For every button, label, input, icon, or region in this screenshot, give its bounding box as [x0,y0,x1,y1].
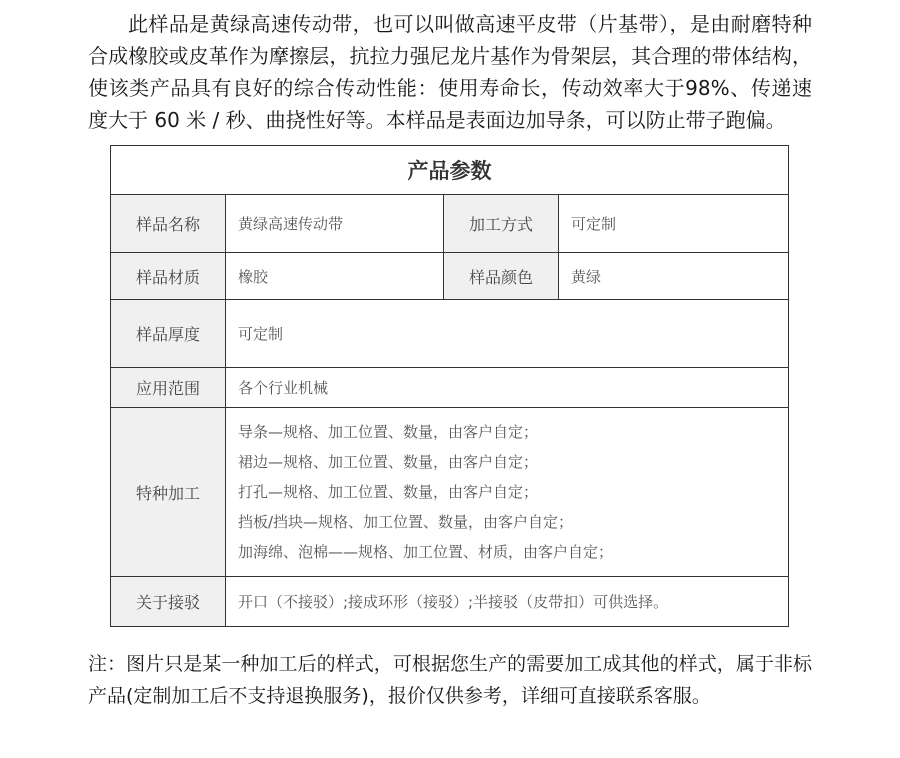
product-parameters-table [110,145,789,627]
param-value-splicing: 开口（不接驳）;接成环形（接驳）;半接驳（皮带扣）可供选择。 [226,577,789,627]
note-paragraph: 注：图片只是某一种加工后的样式，可根据您生产的需要加工成其他的样式，属于非标产品(定制加工后不支持退换服务)，报价仅供参考，详细可直接联系客服。 [88,653,812,707]
param-label-sample-name: 样品名称 [111,195,226,253]
param-label-sample-thickness: 样品厚度 [111,300,226,368]
param-label-sample-material: 样品材质 [111,253,226,300]
param-value-processing-method: 可定制 [559,195,789,253]
table-row [111,195,789,253]
param-label-splicing: 关于接驳 [111,577,226,627]
intro-paragraph: 此样品是黄绿高速传动带，也可以叫做高速平皮带（片基带），是由耐磨特种合成橡胶或皮革作为摩擦层，抗拉力强尼龙片基作为骨架层，其合理的带体结构，使该类产品具有良好的综合传动性能：使用寿命长，传动效率大于98%、传递速度大于 60 米 / 秒、曲挠性好等。本样品是表面边加导条，可以防止带子跑偏。 [88,12,812,132]
special-processing-line-skirt: 裙边—规格、加工位置、数量，由客户自定； [238,453,539,471]
table-row [111,253,789,300]
param-label-application-scope: 应用范围 [111,368,226,408]
param-value-application-scope: 各个行业机械 [226,368,789,408]
table-row [111,577,789,627]
special-processing-line-punching: 打孔—规格、加工位置、数量，由客户自定； [238,483,539,501]
param-label-processing-method: 加工方式 [444,195,559,253]
special-processing-line-baffle: 挡板/挡块—规格、加工位置、数量，由客户自定； [238,513,574,531]
param-value-special-processing [226,408,789,577]
special-processing-line-guide-strip: 导条—规格、加工位置、数量，由客户自定； [238,423,539,441]
table-title-row [111,146,789,195]
table-title: 产品参数 [111,146,789,195]
param-value-sample-name: 黄绿高速传动带 [226,195,444,253]
table-row [111,300,789,368]
special-processing-line-sponge: 加海绵、泡棉——规格、加工位置、材质，由客户自定； [238,543,614,561]
param-value-sample-thickness: 可定制 [226,300,789,368]
param-label-special-processing: 特种加工 [111,408,226,577]
param-label-sample-color: 样品颜色 [444,253,559,300]
param-value-sample-material: 橡胶 [226,253,444,300]
table-row [111,408,789,577]
param-value-sample-color: 黄绿 [559,253,789,300]
table-row [111,368,789,408]
